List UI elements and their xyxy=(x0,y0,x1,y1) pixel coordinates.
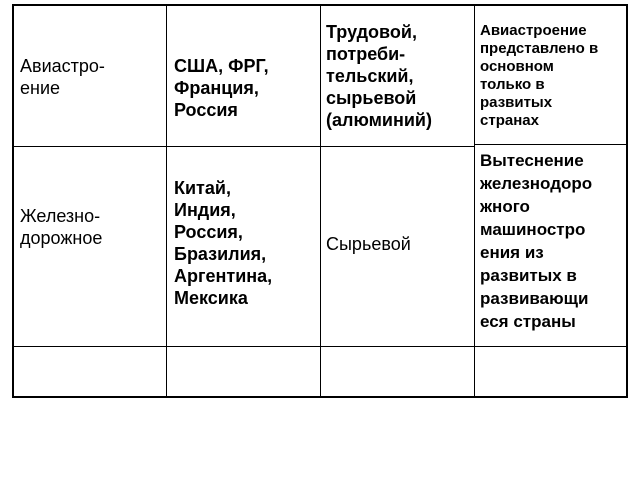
table-cell-r2-c1: Железно- дорожное xyxy=(20,206,103,248)
table-cell-r2-c4: Вытеснение железнодоро жного машиностро ения из развитых в развивающи еся страны xyxy=(480,151,593,331)
column-divider xyxy=(474,6,475,396)
table-cell-r1-c3: Трудовой, потреби- тельский, сырьевой (алюминий) xyxy=(326,22,432,130)
table-cell-r3-c2 xyxy=(167,347,319,396)
table-cell-r2-c3: Сырьевой xyxy=(326,234,411,254)
column-divider xyxy=(320,6,321,396)
row-divider xyxy=(14,146,474,147)
table-cell-r1-c2: США, ФРГ, Франция, Россия xyxy=(174,56,269,120)
table-cell-r1-c1: Авиастро- ение xyxy=(20,56,105,98)
data-table xyxy=(12,4,628,398)
table-cell-r3-c3 xyxy=(321,347,473,396)
column-divider xyxy=(166,6,167,396)
table-cell-r1-c4: Авиастроение представлено в основном только в развитых странах xyxy=(480,22,599,129)
row-divider xyxy=(474,144,628,145)
table-cell-r2-c2: Китай, Индия, Россия, Бразилия, Аргентина, Мексика xyxy=(174,178,273,308)
table-cell-r3-c1 xyxy=(14,347,166,396)
table-cell-r3-c4 xyxy=(475,347,627,396)
